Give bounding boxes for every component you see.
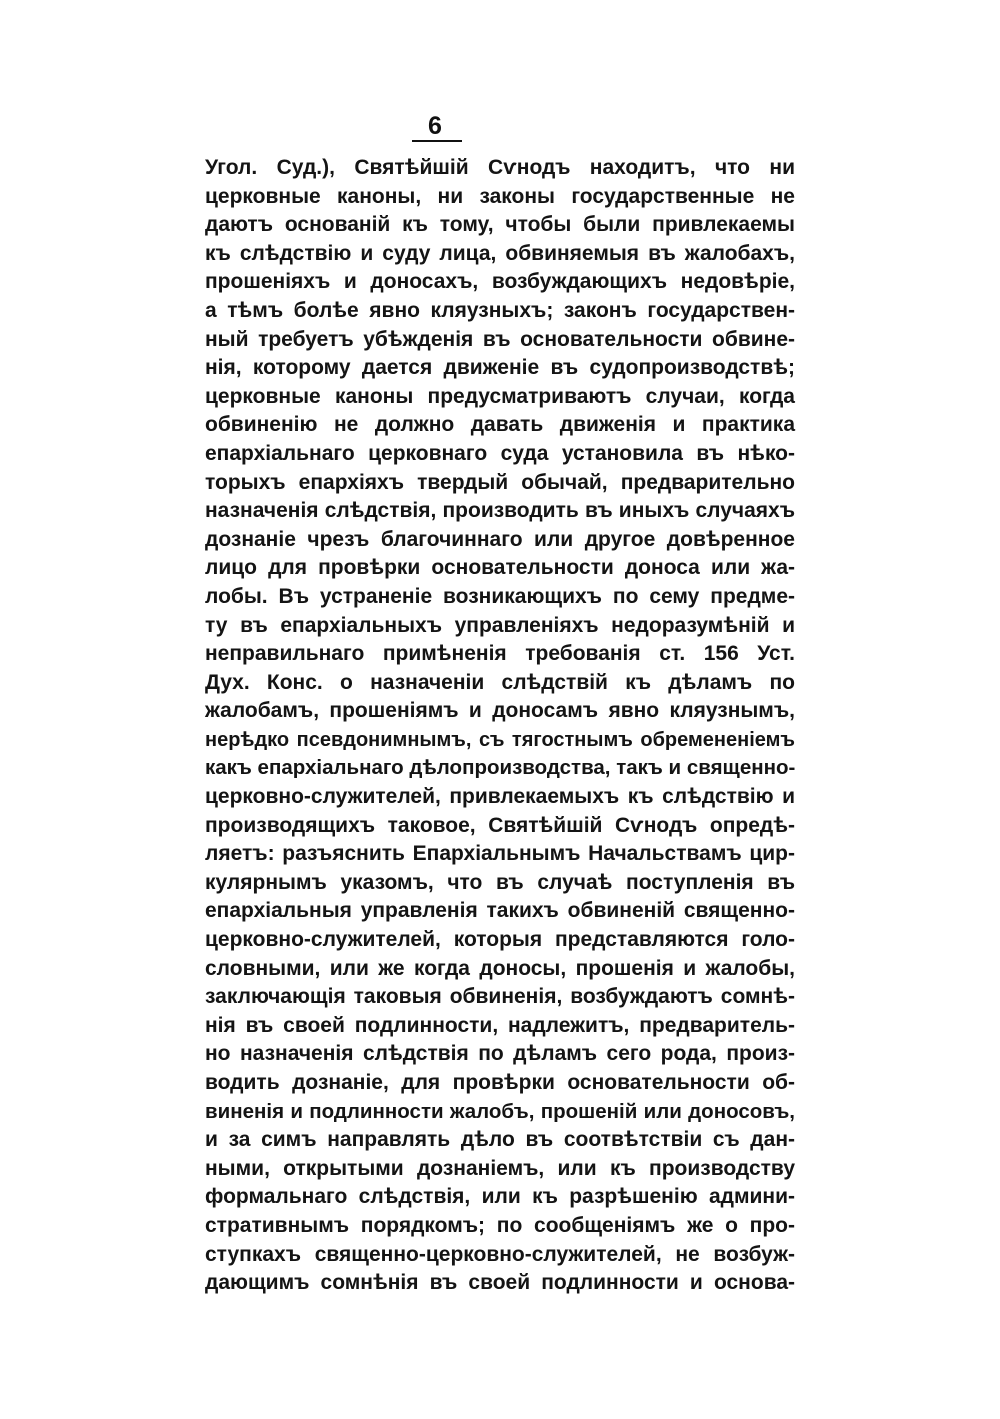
- text-line: церковные каноны, ни законы государственные не: [205, 184, 795, 208]
- text-line: виненія и подлинности жалобъ, прошеній или доносовъ,: [205, 1099, 795, 1123]
- text-line: а тѣмъ болѣе явно кляузныхъ; законъ государствен-: [205, 298, 795, 322]
- text-line: дающимъ сомнѣнія въ своей подлинности и основа-: [205, 1271, 795, 1295]
- text-line: водить дознаніе, для провѣрки основательности об-: [205, 1071, 795, 1094]
- text-line: церковные каноны предусматриваютъ случаи, когда: [205, 384, 795, 408]
- text-line: формальнаго слѣдствія, или къ разрѣшенію админи-: [205, 1185, 795, 1209]
- text-line: производящихъ таковое, Святѣйшій Сѵнодъ опредѣ-: [205, 813, 795, 837]
- text-line: торыхъ епархіяхъ твердый обычай, предварительно: [205, 470, 795, 494]
- text-line: даютъ основаній къ тому, чтобы были привлекаемы: [205, 213, 795, 237]
- text-line: дознаніе чрезъ благочиннаго или другое довѣренное: [205, 527, 795, 551]
- text-line: лицо для провѣрки основательности доноса или жа-: [205, 556, 795, 580]
- page-number: 6: [428, 112, 442, 140]
- text-line: ный требуетъ убѣжденія въ основательности обвине-: [205, 327, 795, 351]
- text-line: но назначенія слѣдствія по дѣламъ сего рода, произ-: [205, 1042, 795, 1066]
- text-line: ляетъ: разъяснить Епархіальнымъ Начальствамъ цир-: [205, 842, 795, 866]
- text-line: ными, открытыми дознаніемъ, или къ производству: [205, 1156, 795, 1180]
- text-line: словными, или же когда доносы, прошенія и жалобы,: [205, 956, 795, 980]
- text-line: и за симъ направлять дѣло въ соотвѣтствіи съ дан-: [205, 1128, 795, 1152]
- text-line: назначенія слѣдствія, производить въ иныхъ случаяхъ: [205, 499, 795, 523]
- text-line: обвиненію не должно давать движенія и практика: [205, 413, 795, 437]
- text-line: ту въ епархіальныхъ управленіяхъ недоразумѣній и: [205, 613, 795, 637]
- text-line: жалобамъ, прошеніямъ и доносамъ явно кляузнымъ,: [205, 699, 795, 723]
- text-line: епархіальнаго церковнаго суда установила въ нѣко-: [205, 441, 795, 465]
- text-line: лобы. Въ устраненіе возникающихъ по сему предме-: [205, 584, 795, 608]
- text-line: заключающія таковыя обвиненія, возбуждаютъ сомнѣ-: [205, 985, 795, 1009]
- text-line: стративнымъ порядкомъ; по сообщеніямъ же о про-: [205, 1213, 795, 1237]
- text-line: церковно-служителей, привлекаемыхъ къ слѣдствію и: [205, 785, 795, 809]
- text-line: къ слѣдствію и суду лица, обвиняемыя въ жалобахъ,: [205, 241, 795, 265]
- page-number-rule: [412, 140, 462, 142]
- text-line: какъ епархіальнаго дѣлопроизводства, такъ и священно-: [205, 756, 796, 780]
- text-line: нерѣдко псевдонимнымъ, съ тягостнымъ обремененіемъ: [205, 728, 795, 751]
- text-line: нія въ своей подлинности, надлежитъ, предваритель-: [205, 1013, 795, 1037]
- text-line: прошеніяхъ и доносахъ, возбуждающихъ недовѣріе,: [205, 270, 795, 294]
- text-line: нія, которому дается движеніе въ судопроизводствѣ;: [205, 356, 795, 380]
- text-line: кулярнымъ указомъ, что въ случаѣ поступленія въ: [205, 870, 795, 894]
- text-line: ступкахъ священно-церковно-служителей, не возбуж-: [205, 1242, 795, 1266]
- text-line: Дух. Конс. о назначеніи слѣдствій къ дѣламъ по: [205, 670, 795, 694]
- text-line: Угол. Суд.), Святѣйшій Сѵнодъ находитъ, что ни: [205, 156, 795, 179]
- body-text: [205, 154, 795, 1298]
- text-line: церковно-служителей, которыя представляются голо-: [205, 928, 795, 952]
- text-line: неправильнаго примѣненія требованія ст. 156 Уст.: [205, 642, 795, 666]
- text-line: епархіальныя управленія такихъ обвиненій священно-: [205, 899, 795, 923]
